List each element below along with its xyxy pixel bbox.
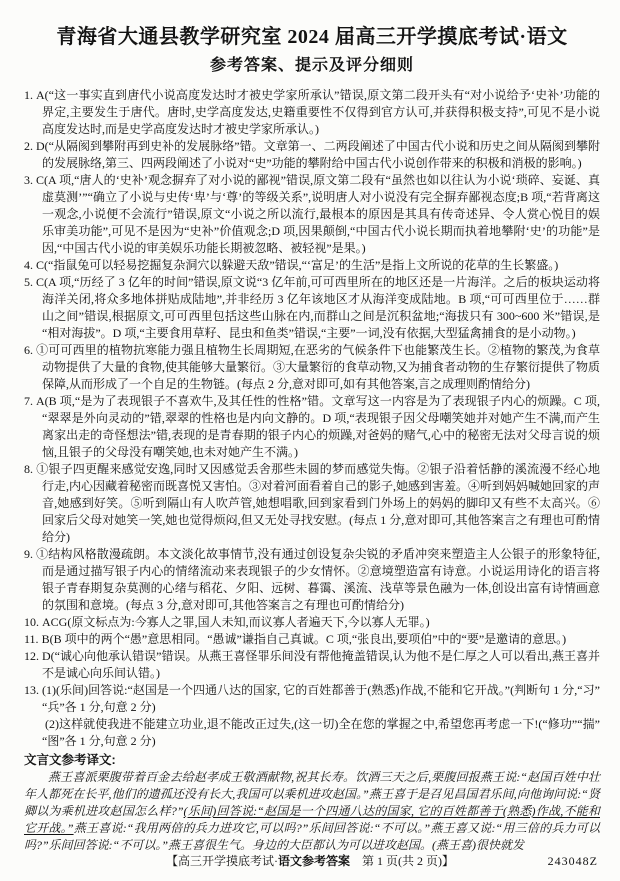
footer-page-number: 第 1 页(共 2 页)】 xyxy=(350,854,454,868)
answer-number: 10. xyxy=(24,615,39,629)
answers-list xyxy=(24,87,600,750)
translation-segment: 燕王喜派栗腹带着百金去给赵孝成王敬酒献物,祝其长寿。饮酒三天之后,栗腹回报燕王说:“赵国百姓中壮年人都死在长平,他们的遗孤还没有长大,我国可以乘机进攻赵国。”燕王喜于是召见昌国君乐间,向他询问说:“贤卿以为乘机进攻赵国怎么样?” xyxy=(24,770,600,818)
footer-caption xyxy=(0,853,620,869)
answer-item xyxy=(24,614,600,631)
answer-text: ①银子四更醒来感觉安逸,同时又因感觉丢舍那些未圆的梦而感觉失悔。②银子沿着恬静的溪流漫不经心地行走,内心因藏着秘密而既喜悦又害怕。③对着河面看着自己的影子,她感到害羞。④听到妈妈喊她回家的声音,她感到好笑。⑤听到隔山有人吹芦管,她想唱歌,回到家看到门外场上的妈妈的脚印又有些不太高兴。⑥回家后父母对她笑一笑,她也觉得烦闷,但又无处寻找安慰。(每点 1 分,意对即可,其他答案言之有理也可酌情给分) xyxy=(36,462,601,544)
translation-paragraph xyxy=(24,769,600,854)
page-header xyxy=(24,20,600,75)
answer-item xyxy=(24,274,600,342)
page-title: 青海省大通县教学研究室 2024 届高三开学摸底考试·语文 xyxy=(56,26,568,48)
answer-number: 1. xyxy=(24,88,33,102)
answer-item xyxy=(24,138,600,172)
answer-number: 3. xyxy=(24,173,33,187)
answer-text: A(B 项,“是为了表现银子不喜欢牛,及其任性的性格”错。文章写这一内容是为了表现银子内心的烦躁。C 项,“翠翠是外向灵动的”错,翠翠的性格也是内向文静的。D 项,“表现银子因父母嘲笑她并对她产生不满,而产生离家出走的奇怪想法”错,表现的是青春期的银子内心的烦躁,对爸妈的赌气,心中的秘密无法对父母言说的烦恼,且银子的父母没有嘲笑她,也未对她产生不满。) xyxy=(36,394,600,459)
answer-item xyxy=(24,393,600,461)
answer-text: ACG(原文标点为:今寡人之罪,国人未知,而议寡人者遍天下,今以寡人无罪。) xyxy=(42,615,430,629)
answer-item xyxy=(24,716,600,750)
page-footer xyxy=(0,853,620,869)
answer-number: 12. xyxy=(24,649,39,663)
answer-item xyxy=(24,342,600,393)
answer-item xyxy=(24,257,600,274)
answer-number: 8. xyxy=(24,462,33,476)
answer-item xyxy=(24,172,600,257)
answer-number: 5. xyxy=(24,275,33,289)
translation-section xyxy=(24,751,600,854)
answer-number: 6. xyxy=(24,343,33,357)
answer-item xyxy=(24,631,600,648)
answer-text: C(A 项,“唐人的‘史补’观念摒弃了对小说的鄙视”错误,原文第二段有“虽然也如以往认为小说‘琐碎、妄诞、真虚莫测’”“确立了小说与史传‘卑’与‘尊’的等级关系”,说明唐人对小说没有完全摒弃鄙视态度;B 项,“若背离这一观念,小说便不会流行”错误,原文“小说之所以流行,最根本的原因是其具有传奇述异、令人赏心悦目的娱乐审美功能”,可见不是因为“史补”价值观念;D 项,因果颠倒,“中国古代小说长期而执着地攀附‘史’的功能”是因,“中国古代小说的审美娱乐功能长期被忽略、被轻视”是果。) xyxy=(36,173,600,255)
answer-number: 7. xyxy=(24,394,33,408)
answer-text: ①结构风格散漫疏朗。本文淡化故事情节,没有通过创设复杂尖锐的矛盾冲突来塑造主人公银子的形象特征,而是通过描写银子内心的情绪流动来表现银子的少女情怀。②意境塑造富有诗意。小说运用诗化的语言将银子青春期复杂莫测的心绪与稻花、夕阳、远树、暮霭、溪流、浅草等景色融为一体,创设出富有诗情画意的氛围和意境。(每点 3 分,意对即可,其他答案言之有理也可酌情给分) xyxy=(36,547,600,612)
footer-subject-label: 语文参考答案 xyxy=(277,854,350,868)
paper-code: 243048Z xyxy=(547,854,598,868)
page-subtitle: 参考答案、提示及评分细则 xyxy=(209,57,414,74)
translation-segment-underlined: (乐间)回答说:“赵国是一个四通八达的国家, 它的百姓都善于(熟悉)作战,不能和它开战。” xyxy=(24,804,600,835)
answer-text: D(“诚心向他承认错误”错误。从燕王喜怪罪乐间没有帮他掩盖错误,认为他不是仁厚之人可以看出,燕王喜并不是诚心向乐间认错。) xyxy=(42,649,600,680)
answer-text: B(B 项中的两个“愚”意思相同。“愚诚”谦指自己真诚。C 项,“张良出,要项伯”中的“要”是邀请的意思。) xyxy=(41,632,567,646)
answer-text: D(“从隔阂到攀附再到史补的发展脉络”错。文章第一、二两段阐述了中国古代小说和历史之间从隔阂到攀附的发展脉络,第三、四两段阐述了小说对“史”功能的攀附给中国古代小说创作带来的积极和消极的影响。) xyxy=(36,139,600,170)
answer-text: (2)这样就使我进不能建立功业,退不能改正过失,(这一切)全在您的掌握之中,希望您再考虑一下!(“修功”“揣”“图”各 1 分,句意 2 分) xyxy=(42,717,600,748)
answer-item xyxy=(24,648,600,682)
translation-heading: 文言文参考译文: xyxy=(24,753,116,767)
answer-text: C(“指鼠兔可以轻易挖掘复杂洞穴以躲避天敌”错误,“‘富足’的生活”是指上文所说的花草的生长繁盛。) xyxy=(36,258,559,272)
answer-text: (1)(乐间)回答说:“赵国是一个四通八达的国家, 它的百姓都善于(熟悉)作战,不能和它开战。”(判断句 1 分,“习”“兵”各 1 分,句意 2 分) xyxy=(42,683,600,714)
answer-text: ①可可西里的植物抗寒能力强且植物生长周期短,在恶劣的气候条件下也能繁茂生长。②植物的繁茂,为食草动物提供了大量的食物,使其能够大量繁衍。③大量繁衍的食草动物,又为捕食者动物的生存繁衍提供了物质保障,从而形成了一个自足的生物链。(每点 2 分,意对即可,如有其他答案,言之成理则酌情给分) xyxy=(36,343,601,391)
answer-number: 9. xyxy=(24,547,33,561)
answer-number: 2. xyxy=(24,139,33,153)
answer-item xyxy=(24,682,600,716)
translation-segment: 燕王喜说:“我用两倍的兵力进攻它,可以吗?”乐间回答说:“不可以。”燕王喜又说:“用三倍的兵力可以吗?”乐间回答说:“不可以。”燕王喜很生气。身边的大臣都认为可以进攻赵国。(燕王喜)很快就发 xyxy=(24,821,600,852)
answer-text: C(A 项,“历经了 3 亿年的时间”错误,原文说“3 亿年前,可可西里所在的地区还是一片海洋。之后的板块运动将海洋关闭,将众多地体拼贴成陆地”,并非经历 3 亿年该地区才从海洋变成陆地。B 项,“可可西里位于……群山之间”错误,根据原文,可可西里包括这些山脉在内,而群山之间是沉积盆地;“海拔只有 300~600 米”错误,是“相对海拔”。D 项,“主要食用草籽、昆虫和鱼类”错误,“主要”一词,没有依据,大型猛禽捕食的是小动物。) xyxy=(36,275,600,340)
answer-item xyxy=(24,87,600,138)
answer-text: A(“这一事实直到唐代小说高度发达时才被史学家所承认”错误,原文第二段开头有“对小说给予‘史补’功能的界定,主要发生于唐代。唐时,史学高度发达,史籍重要性不仅得到官方认可,并获得积极支持”,可见不是小说高度发达时,而是史学高度发达时才被史学家所承认。) xyxy=(36,88,600,136)
answer-number: 4. xyxy=(24,258,33,272)
answer-number: 11. xyxy=(24,632,39,646)
footer-exam-name: 【高三开学摸底考试· xyxy=(165,854,278,868)
answer-number: 13. xyxy=(24,683,39,697)
answer-item xyxy=(24,546,600,614)
answer-item xyxy=(24,461,600,546)
